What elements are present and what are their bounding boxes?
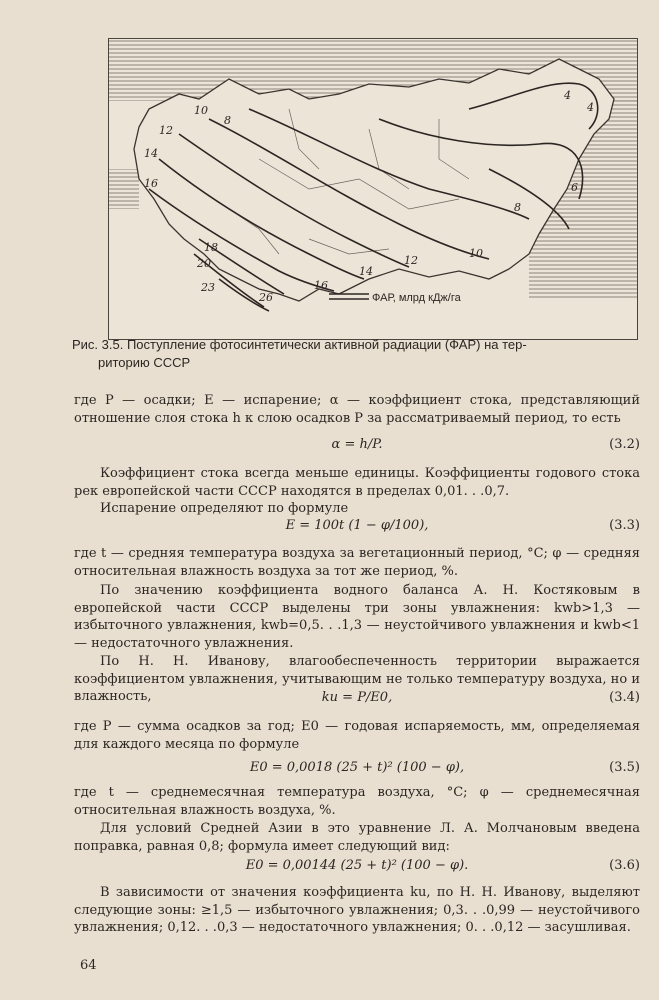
paragraph-5: По значению коэффициента водного баланса А. Н. Костяковым в европейской части СССР выделены три зоны увлажнения: kwb>1,3 — избыточного увлажнения, kwb=0,5. . .1,3 — неустойчивого увлажнения и kwb<1 — недостаточного увлажнения.: [74, 583, 640, 651]
paragraph-10: В зависимости от значения коэффициента ku, по Н. Н. Иванову, выделяют следующие зоны: ≥1,5 — избыточного увлажнения; 0,3. . .0,99 — неустойчивого увлажнения; 0,12. . .0,3 — недостаточного увлажнения; 0. . .0,12 — засушливая.: [74, 885, 640, 935]
label-20: 20: [197, 257, 211, 270]
paragraph-1: где P — осадки; E — испарение; α — коэффициент стока, представляющий отношение слоя стока h к слою осадков P за рассматриваемый период, то есть: [74, 393, 640, 426]
label-10: 10: [469, 247, 483, 260]
equation-formula: E0 = 0,0018 (25 + t)² (100 − φ),: [249, 760, 465, 775]
label-12b: 12: [159, 124, 173, 137]
equation-formula: ku = P/E0,: [321, 690, 393, 705]
equation-number: (3.4): [609, 690, 640, 705]
equation-3-4: [74, 690, 640, 710]
paragraph-2: Коэффициент стока всегда меньше единицы. Коэффициенты годового стока рек европейской части СССР находятся в пределах 0,01. . .0,7.: [74, 466, 640, 499]
label-10b: 10: [194, 104, 208, 117]
paragraph-8: где t — среднемесячная температура воздуха, °С; φ — среднемесячная относительная влажность воздуха, %.: [74, 785, 640, 818]
equation-number: (3.6): [609, 858, 640, 873]
label-16b: 16: [144, 177, 158, 190]
label-12: 12: [404, 254, 418, 267]
label-14: 14: [359, 265, 373, 278]
equation-3-2: [74, 437, 640, 457]
caption-line-1: Рис. 3.5. Поступление фотосинтетически активной радиации (ФАР) на тер-: [72, 337, 527, 352]
legend-swatch: [329, 294, 369, 299]
label-26: 26: [259, 291, 273, 304]
paragraph-4: где t — средняя температура воздуха за вегетационный период, °С; φ — средняя относительная влажность воздуха за тот же период, %.: [74, 546, 640, 579]
label-8b: 8: [224, 114, 231, 127]
equation-formula: E0 = 0,00144 (25 + t)² (100 − φ).: [245, 858, 469, 873]
paragraph-6: По Н. Н. Иванову, влагообеспеченность территории выражается коэффициентом увлажнения, учитывающим не только температуру воздуха, но и влажность,: [74, 654, 640, 704]
label-14b: 14: [144, 147, 158, 160]
equation-number: (3.3): [609, 518, 640, 533]
paragraph-9: Для условий Средней Азии в это уравнение Л. А. Молчановым введена поправка, равная 0,8; формула имеет следующий вид:: [74, 821, 640, 854]
equation-number: (3.5): [609, 760, 640, 775]
label-16a: 16: [314, 279, 328, 292]
sea-hatching-west: [109, 169, 139, 209]
page-number: 64: [80, 958, 97, 973]
paragraph-7: где P — сумма осадков за год; E0 — годовая испаряемость, мм, определяемая для каждого месяца по формуле: [74, 719, 640, 752]
map-legend-label: ФАР, млрд кДж/га: [372, 292, 461, 304]
label-23: 23: [201, 281, 215, 294]
equation-3-6: [74, 858, 640, 878]
label-4a: 4: [564, 89, 571, 102]
figure-caption: [72, 336, 632, 372]
label-8a: 8: [514, 201, 521, 214]
equation-formula: E = 100t (1 − φ/100),: [285, 518, 429, 533]
caption-line-2: риторию СССР: [98, 355, 191, 370]
label-6: 6: [571, 181, 578, 194]
equation-3-3: [74, 518, 640, 538]
paragraph-3: Испарение определяют по формуле: [100, 501, 349, 516]
equation-3-5: [74, 760, 640, 780]
equation-number: (3.2): [609, 437, 640, 452]
equation-formula: α = h/P.: [331, 437, 383, 452]
label-4b: 4: [587, 101, 594, 114]
label-18: 18: [204, 241, 218, 254]
